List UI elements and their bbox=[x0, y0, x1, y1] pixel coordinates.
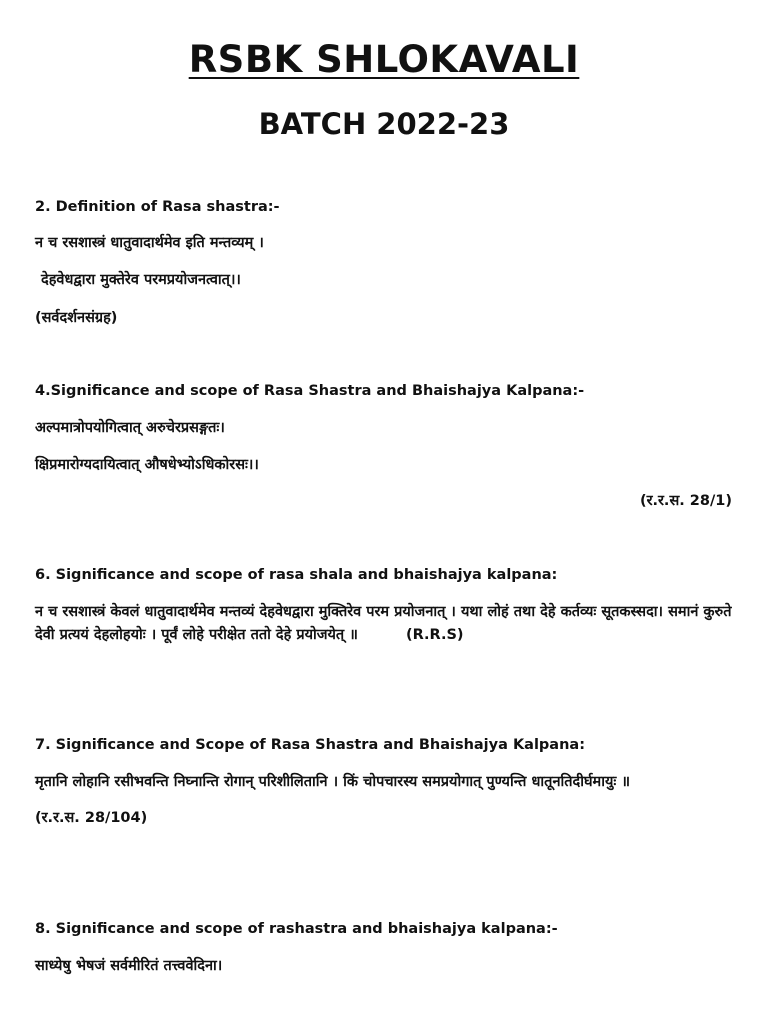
section-4-verse-line-2: क्षिप्रमारोग्यदायित्वात् औषधेभ्योऽधिकोरसः।। bbox=[35, 457, 259, 473]
section-6-verse bbox=[35, 601, 734, 647]
section-4-reference: (र.र.स. 28/1) bbox=[639, 493, 732, 509]
section-2-verse-line-2: देहवेधद्वारा मुक्तेरेव परमप्रयोजनत्वात्।। bbox=[41, 272, 241, 288]
section-2-verse-line-1: न च रसशास्त्रं धातुवादार्थमेव इति मन्तव्यम् । bbox=[35, 235, 264, 251]
section-6-reference: (R.R.S) bbox=[405, 627, 464, 643]
section-4-verse-line-1: अल्पमात्रोपयोगित्वात् अरुचेरप्रसङ्गतः। bbox=[35, 420, 225, 436]
section-4-heading: 4.Significance and scope of Rasa Shastra and Bhaishajya Kalpana:- bbox=[35, 383, 585, 399]
section-6-heading: 6. Significance and scope of rasa shala and bhaishajya kalpana: bbox=[35, 567, 558, 583]
document-title: RSBK SHLOKAVALI bbox=[188, 38, 580, 81]
section-7-reference: (र.र.स. 28/104) bbox=[35, 810, 148, 826]
document-subtitle: BATCH 2022-23 bbox=[258, 107, 510, 141]
section-7-verse: मृतानि लोहानि रसीभवन्ति निघ्नान्ति रोगान् परिशीलितानि । किं चोपचारस्य समप्रयोगात् पुण्यन्ति धातूनतिदीर्घमायुः ॥ bbox=[35, 774, 631, 790]
section-6-verse-text: न च रसशास्त्रं केवलं धातुवादार्थमेव मन्तव्यं देहवेधद्वारा मुक्तिरेव परम प्रयोजनात् । यथा लोहं तथा देहे कर्तव्यः सूतकस्सदा। समानं कुरुते देवी प्रत्ययं देहलोहयोः । पूर्वं लोहे परीक्षेत ततो देहे प्रयोजयेत् ॥ bbox=[35, 604, 732, 643]
section-2-heading: 2. Definition of Rasa shastra:- bbox=[35, 199, 280, 215]
section-8-heading: 8. Significance and scope of rashastra and bhaishajya kalpana:- bbox=[35, 921, 558, 937]
section-7-heading: 7. Significance and Scope of Rasa Shastra and Bhaishajya Kalpana: bbox=[35, 737, 586, 753]
section-8-verse: साध्येषु भेषजं सर्वमीरितं तत्त्ववेदिना। bbox=[35, 958, 223, 974]
section-2-reference: (सर्वदर्शनसंग्रह) bbox=[35, 310, 118, 326]
